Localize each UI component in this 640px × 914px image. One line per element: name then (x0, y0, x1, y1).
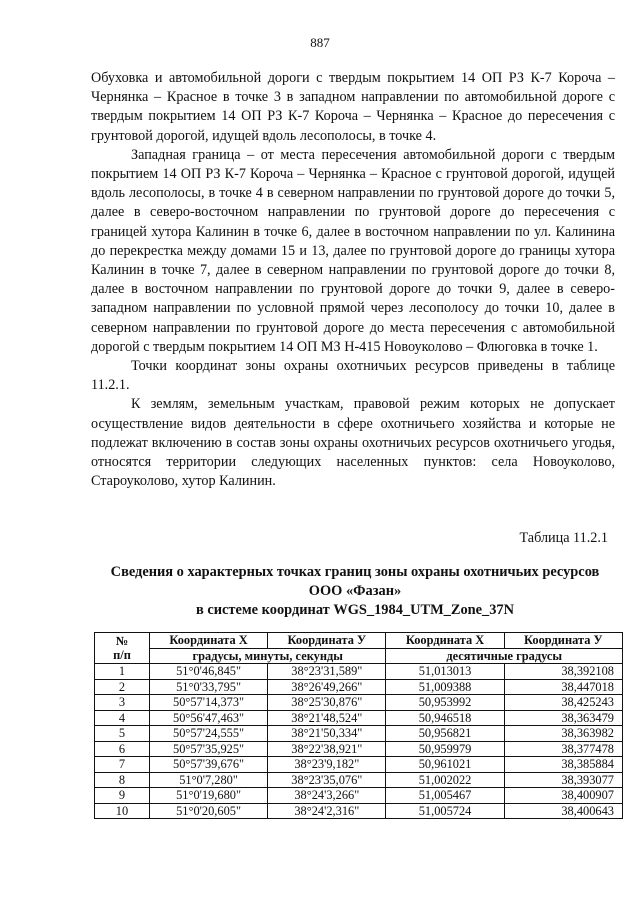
paragraph: К землям, земельным участкам, правовой режим которых не допускает осуществление видов деятельности в сфере охотничьего хозяйства и которые не подлежат включению в состав зоны охраны охотничьих ресурсов охотничьего угодья, относятся территории следующих населенных пунктов: села Новоуколово, Староуколово, хутор Калинин. (91, 396, 615, 490)
table-row (95, 695, 623, 711)
cell-number: 10 (95, 803, 150, 819)
paragraph: Точки координат зоны охраны охотничьих ресурсов приведены в таблице 11.2.1. (91, 358, 615, 394)
cell-y-decimal: 38,385884 (504, 757, 622, 773)
units-dms: градусы, минуты, секунды (150, 648, 386, 664)
cell-x-decimal: 50,956821 (386, 726, 504, 742)
cell-y-dms: 38°22'38,921" (268, 741, 386, 757)
cell-y-decimal: 38,425243 (504, 695, 622, 711)
cell-number: 3 (95, 695, 150, 711)
table-row (95, 803, 623, 819)
page-number: 887 (310, 35, 330, 50)
cell-x-dms: 50°57'24,555" (150, 726, 268, 742)
cell-number: 9 (95, 788, 150, 804)
cell-x-dms: 50°57'35,925" (150, 741, 268, 757)
cell-number: 8 (95, 772, 150, 788)
table-row (95, 679, 623, 695)
cell-y-dms: 38°24'2,316" (268, 803, 386, 819)
cell-x-dms: 50°56'47,463" (150, 710, 268, 726)
column-header-coord-y-decimal: Координата У (504, 633, 622, 649)
column-header-coord-x-decimal: Координата X (386, 633, 504, 649)
cell-y-dms: 38°23'31,589" (268, 664, 386, 680)
table-row (95, 664, 623, 680)
paragraph: Обуховка и автомобильной дороги с твердым покрытием 14 ОП РЗ К-7 Короча – Чернянка – Красное в точке 3 в западном направлении по автомобильной дороге с твердым покрытием 14 ОП РЗ К-7 Короча – Чернянка – Красное до пересечения с грунтовой дорогой, идущей вдоль лесополосы, в точке 4. (91, 70, 615, 144)
cell-y-decimal: 38,363479 (504, 710, 622, 726)
cell-x-decimal: 51,005724 (386, 803, 504, 819)
cell-number: 4 (95, 710, 150, 726)
cell-x-dms: 51°0'20,605" (150, 803, 268, 819)
units-decimal: десятичные градусы (386, 648, 623, 664)
table-row (95, 788, 623, 804)
coordinates-table (94, 632, 623, 819)
cell-number: 5 (95, 726, 150, 742)
column-header-coord-x: Координата X (150, 633, 268, 649)
cell-x-decimal: 51,013013 (386, 664, 504, 680)
cell-y-decimal: 38,393077 (504, 772, 622, 788)
table-row (95, 710, 623, 726)
cell-x-dms: 51°0'33,795" (150, 679, 268, 695)
cell-y-dms: 38°21'50,334" (268, 726, 386, 742)
cell-y-decimal: 38,392108 (504, 664, 622, 680)
cell-y-dms: 38°21'48,524" (268, 710, 386, 726)
header-number-line1: № (115, 633, 129, 648)
table-row (95, 726, 623, 742)
cell-x-decimal: 50,961021 (386, 757, 504, 773)
cell-x-dms: 50°57'14,373" (150, 695, 268, 711)
table-caption: Таблица 11.2.1 (519, 530, 608, 546)
cell-x-decimal: 50,946518 (386, 710, 504, 726)
table-row (95, 757, 623, 773)
body-text (91, 69, 615, 491)
table-body (95, 664, 623, 819)
cell-x-dms: 51°0'19,680" (150, 788, 268, 804)
table-row (95, 772, 623, 788)
cell-y-decimal: 38,400907 (504, 788, 622, 804)
cell-x-decimal: 50,959979 (386, 741, 504, 757)
cell-y-decimal: 38,447018 (504, 679, 622, 695)
column-header-number (95, 633, 150, 664)
table-units-row (95, 648, 623, 664)
cell-x-decimal: 51,005467 (386, 788, 504, 804)
cell-number: 6 (95, 741, 150, 757)
table-title (85, 563, 625, 620)
table-header-row (95, 633, 623, 649)
table-row (95, 741, 623, 757)
cell-x-dms: 51°0'7,280" (150, 772, 268, 788)
cell-number: 2 (95, 679, 150, 695)
cell-y-dms: 38°23'35,076" (268, 772, 386, 788)
cell-y-dms: 38°26'49,266" (268, 679, 386, 695)
cell-y-decimal: 38,377478 (504, 741, 622, 757)
cell-y-decimal: 38,400643 (504, 803, 622, 819)
cell-number: 7 (95, 757, 150, 773)
cell-y-decimal: 38,363982 (504, 726, 622, 742)
cell-y-dms: 38°25'30,876" (268, 695, 386, 711)
table-title-line: в системе координат WGS_1984_UTM_Zone_37N (195, 602, 515, 618)
cell-x-decimal: 51,002022 (386, 772, 504, 788)
table-title-line: Сведения о характерных точках границ зоны охраны охотничьих ресурсов (110, 564, 600, 580)
column-header-coord-y: Координата У (268, 633, 386, 649)
cell-x-decimal: 50,953992 (386, 695, 504, 711)
cell-number: 1 (95, 664, 150, 680)
table-title-line: ООО «Фазан» (308, 583, 402, 599)
cell-x-dms: 50°57'39,676" (150, 757, 268, 773)
cell-x-dms: 51°0'46,845" (150, 664, 268, 680)
cell-y-dms: 38°23'9,182" (268, 757, 386, 773)
paragraph: Западная граница – от места пересечения автомобильной дороги с твердым покрытием 14 ОП РЗ К-7 Короча – Чернянка – Красное с грунтовой дорогой, идущей вдоль лесополосы, в точке 4 в северном направлении по грунтовой дороге до точки 5, далее в северо-восточном направлении по грунтовой дороге до пересечения с границей хутора Калинин в точке 6, далее в восточном направлении по ул. Калинина до перекрестка между домами 15 и 13, далее по грунтовой дороге до границы хутора Калинин в точке 7, далее в северном направлении по грунтовой дороге до точки 8, далее в восточном направлении по грунтовой дороге до точки 9, далее в северо-западном направлении по условной прямой через лесополосу до точки 10, далее в северном направлении по грунтовой дороге до места пересечения с автомобильной дорогой с твердым покрытием 14 ОП МЗ Н-415 Новоуколово – Флюговка в точке 1. (91, 146, 615, 355)
cell-x-decimal: 51,009388 (386, 679, 504, 695)
cell-y-dms: 38°24'3,266" (268, 788, 386, 804)
header-number-line2: п/п (113, 648, 131, 662)
